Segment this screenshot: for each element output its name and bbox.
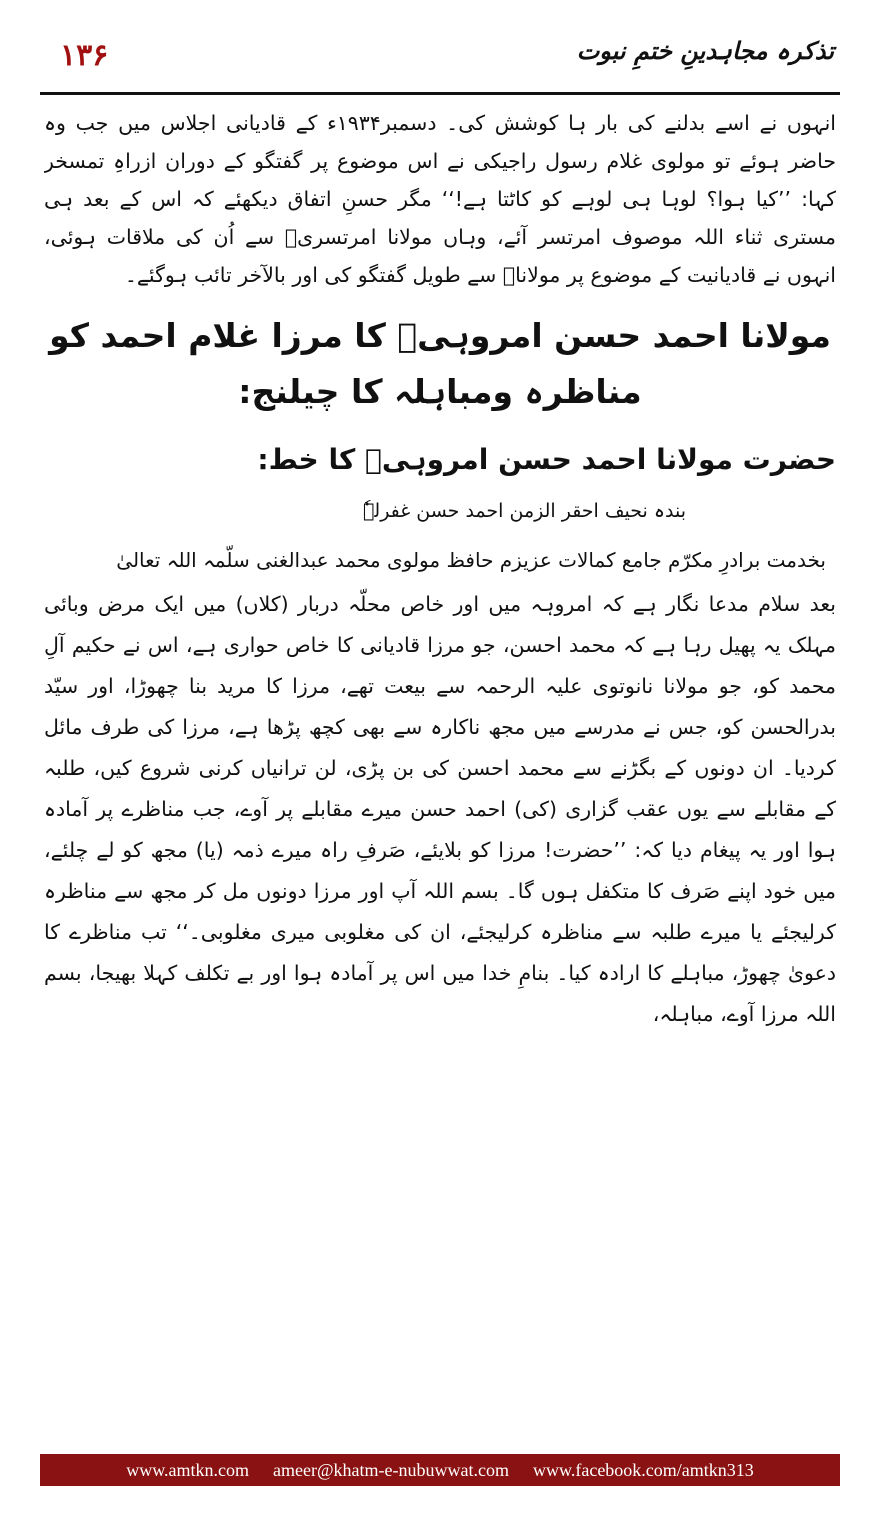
letter-address: بخدمت برادرِ مکرّم جامع کمالات عزیزم حافظ مولوی محمد عبدالغنی سلّمہ اللہ تعالیٰ <box>116 548 826 572</box>
book-title: تذکرہ مجاہدینِ ختمِ نبوت <box>576 36 834 65</box>
footer-email-link[interactable]: ameer@khatm-e-nubuwwat.com <box>273 1459 510 1480</box>
section-heading-line-1: مولانا احمد حسن امروہیؒ کا مرزا غلام احمد کو <box>49 316 831 355</box>
letter-subheading: حضرت مولانا احمد حسن امروہیؒ کا خط: <box>257 443 836 476</box>
section-heading <box>44 308 836 420</box>
footer-website-link[interactable]: www.amtkn.com <box>126 1459 250 1480</box>
intro-paragraph: انہوں نے اسے بدلنے کی بار ہا کوشش کی۔ دسمبر۱۹۳۴ء کے قادیانی اجلاس میں جب وہ حاضر ہوئے تو مولوی غلام رسول راجیکی نے اس موضوع پر گفتگو کے دوران ازراہِ تمسخر کہا: ’’کیا ہوا؟ لوہا ہی لوہے کو کاٹتا ہے!‘‘ مگر حسنِ اتفاق دیکھئے کہ اس کے بعد ہی مستری ثناء اللہ موصوف امرتسر آئے، وہاں مولانا امرتسریؒ سے اُن کی ملاقات ہوئی، انہوں نے قادیانیت کے موضوع پر مولاناؒ سے طویل گفتگو کی اور بالآخر تائب ہوگئے۔ <box>44 111 836 287</box>
letter-body: بعد سلام مدعا نگار ہے کہ امروہہ میں اور خاص محلّہ دربار (کلاں) میں ایک مرض وبائی مہلک یہ پھیل رہا ہے کہ محمد احسن، جو مرزا قادیانی کا خاص حواری ہے، اس نے حکیم آلِ محمد کو، جو مولانا نانوتوی علیہ الرحمہ سے بیعت تھے، مرزا کا مرید بنا چھوڑا، اور سیّد بدرالحسن کو، جس نے مدرسے میں مجھ ناکارہ سے بھی کچھ پڑھا ہے، مرزا کی طرف مائل کردیا۔ ان دونوں کے بگڑنے سے محمد احسن کی بن پڑی، لن ترانیاں کرنی شروع کیں، طلبہ کے مقابلے سے یوں عقب گزاری (کی) احمد حسن میرے مقابلے پر آوے، جب مناظرے پر آمادہ ہوا اور یہ پیغام دیا کہ: ’’حضرت! مرزا کو بلایئے، صَرفِ راہ میرے ذمہ (یا) مجھ کو لے چلئے، میں خود اپنے صَرف کا متکفل ہوں گا۔ بسم اللہ آپ اور مرزا دونوں مل کر مجھ سے مناظرہ کرلیجئے یا میرے طلبہ سے مناظرہ کرلیجئے، ان کی مغلوبی میری مغلوبی۔‘‘ تب مناظرے کا دعویٰ چھوڑ، مباہلے کا ارادہ کیا۔ بنامِ خدا میں اس پر آمادہ ہوا اور بے تکلف کہلا بھیجا، بسم اللہ مرزا آوے، مباہلہ، <box>44 592 836 1026</box>
section-heading-line-2: مناظرہ ومباہلہ کا چیلنج: <box>238 372 642 411</box>
page-number: ۱۳۶ <box>60 38 109 73</box>
letter-signature: بندہ نحیف احقر الزمن احمد حسن غفرلہٗ <box>363 500 686 522</box>
header-divider <box>40 92 840 95</box>
footer-facebook-link[interactable]: www.facebook.com/amtkn313 <box>533 1459 754 1480</box>
page-footer <box>40 1454 840 1486</box>
page-content <box>44 104 836 1444</box>
page-header <box>40 28 840 84</box>
